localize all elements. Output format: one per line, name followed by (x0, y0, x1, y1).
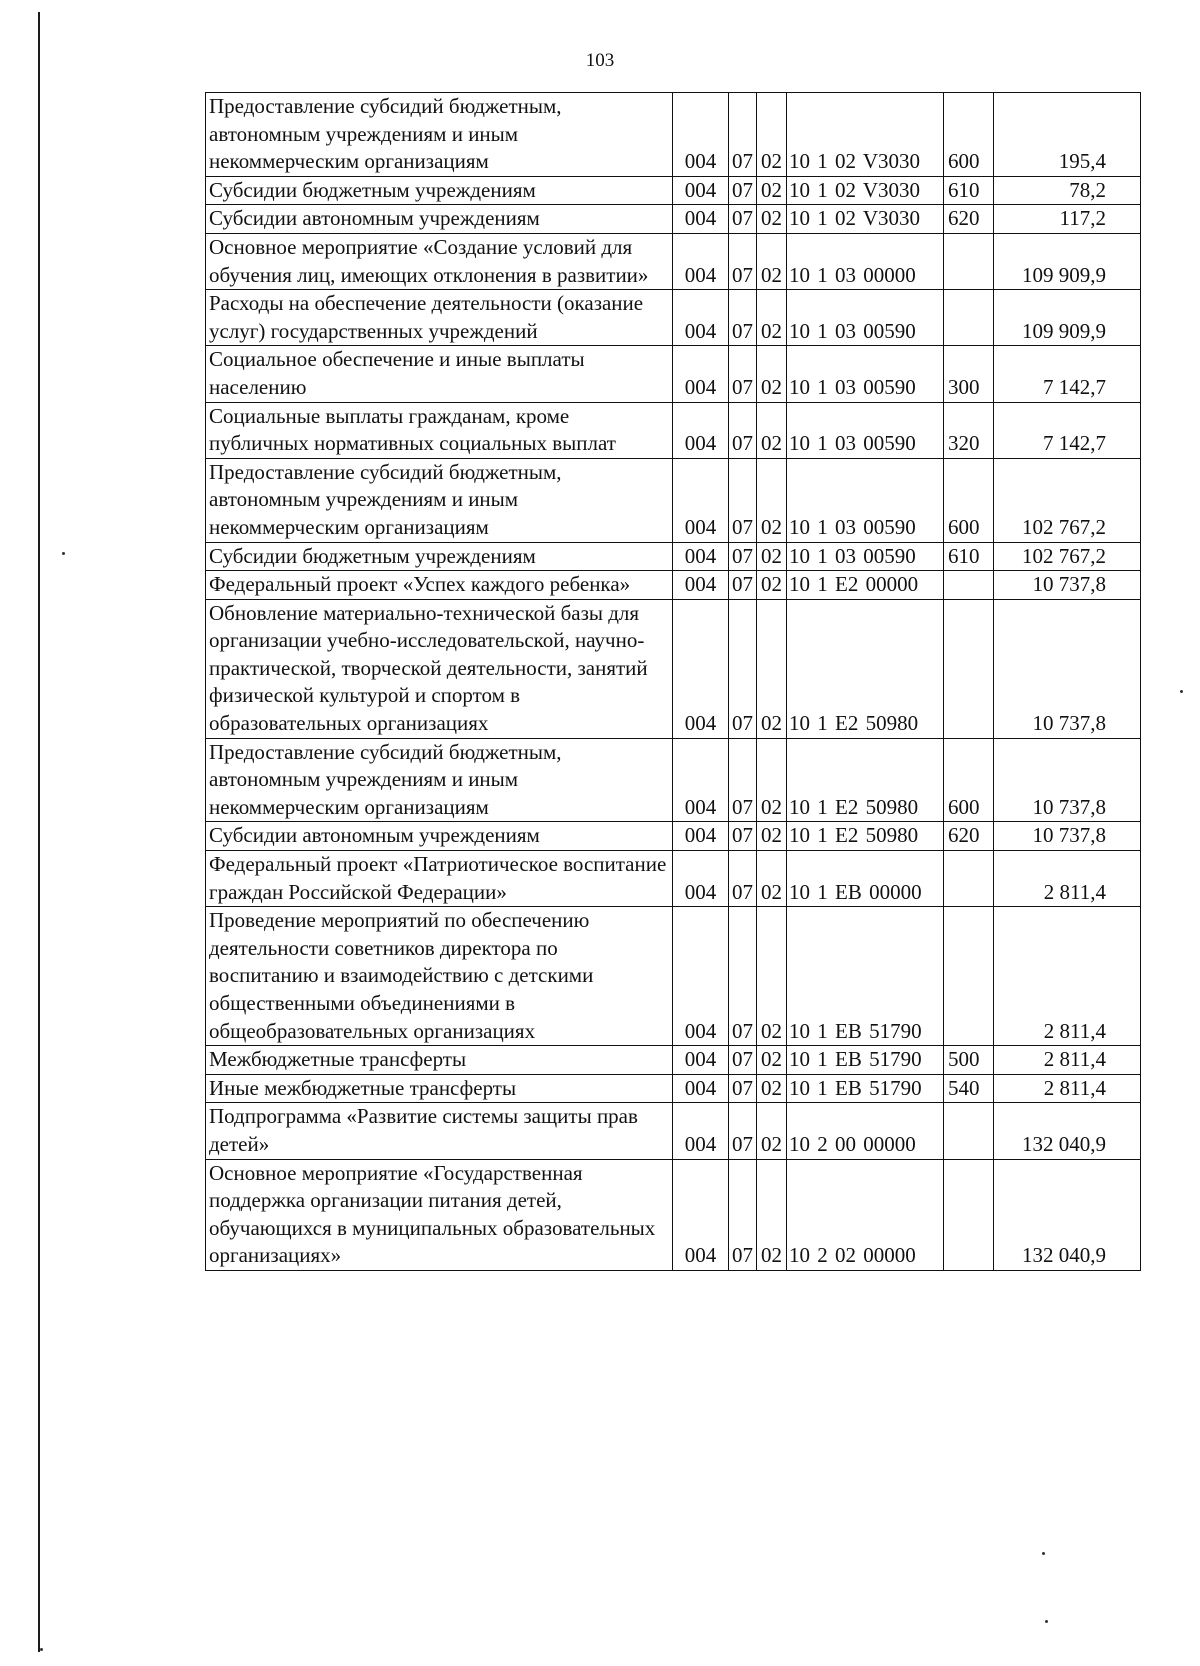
budget-table (205, 92, 1141, 1271)
cell-cs: 10 1 02 V3030 (787, 93, 944, 177)
table-row (206, 851, 1141, 907)
cell-sum: 10 737,8 (994, 738, 1141, 822)
cell-rz: 07 (729, 346, 757, 402)
cell-gr: 004 (673, 1103, 729, 1159)
cell-gr: 004 (673, 1046, 729, 1075)
cell-vr (944, 1103, 994, 1159)
cell-vr: 610 (944, 176, 994, 205)
cell-pr: 02 (757, 1046, 787, 1075)
cell-rz: 07 (729, 738, 757, 822)
cell-cs: 10 1 E2 50980 (787, 738, 944, 822)
cell-gr: 004 (673, 1074, 729, 1103)
row-name: Предоставление субсидий бюджетным, автономным учреждениям и иным некоммерческим организациям (206, 738, 673, 822)
cell-cs: 10 1 03 00590 (787, 346, 944, 402)
cell-cs: 10 1 EB 51790 (787, 907, 944, 1046)
cell-sum: 195,4 (994, 93, 1141, 177)
cell-cs: 10 1 03 00590 (787, 542, 944, 571)
cell-pr: 02 (757, 822, 787, 851)
row-name: Субсидии автономным учреждениям (206, 822, 673, 851)
cell-vr: 540 (944, 1074, 994, 1103)
row-name: Социальное обеспечение и иные выплаты населению (206, 346, 673, 402)
cell-rz: 07 (729, 599, 757, 738)
row-name: Социальные выплаты гражданам, кроме публичных нормативных социальных выплат (206, 402, 673, 458)
cell-sum: 78,2 (994, 176, 1141, 205)
cell-pr: 02 (757, 402, 787, 458)
scan-speck (62, 552, 65, 555)
cell-gr: 004 (673, 458, 729, 542)
cell-pr: 02 (757, 176, 787, 205)
cell-rz: 07 (729, 542, 757, 571)
cell-vr (944, 599, 994, 738)
row-name: Расходы на обеспечение деятельности (оказание услуг) государственных учреждений (206, 290, 673, 346)
cell-pr: 02 (757, 233, 787, 289)
row-name: Субсидии автономным учреждениям (206, 205, 673, 234)
table-row (206, 93, 1141, 177)
table-row (206, 907, 1141, 1046)
table-row (206, 290, 1141, 346)
table-row (206, 1074, 1141, 1103)
cell-gr: 004 (673, 290, 729, 346)
cell-sum: 109 909,9 (994, 290, 1141, 346)
cell-rz: 07 (729, 1159, 757, 1270)
cell-vr: 300 (944, 346, 994, 402)
cell-gr: 004 (673, 1159, 729, 1270)
cell-cs: 10 1 03 00590 (787, 290, 944, 346)
cell-pr: 02 (757, 1103, 787, 1159)
table-row (206, 205, 1141, 234)
row-name: Предоставление субсидий бюджетным, автономным учреждениям и иным некоммерческим организациям (206, 458, 673, 542)
row-name: Основное мероприятие «Создание условий для обучения лиц, имеющих отклонения в развитии» (206, 233, 673, 289)
cell-vr: 600 (944, 738, 994, 822)
scan-speck (1045, 1620, 1048, 1623)
table-row (206, 822, 1141, 851)
cell-rz: 07 (729, 571, 757, 600)
cell-sum: 2 811,4 (994, 1074, 1141, 1103)
cell-vr (944, 907, 994, 1046)
cell-vr: 600 (944, 93, 994, 177)
cell-gr: 004 (673, 205, 729, 234)
cell-vr: 620 (944, 822, 994, 851)
row-name: Федеральный проект «Патриотическое воспитание граждан Российской Федерации» (206, 851, 673, 907)
cell-rz: 07 (729, 233, 757, 289)
scan-speck (40, 1648, 43, 1651)
cell-vr: 610 (944, 542, 994, 571)
cell-cs: 10 1 EB 51790 (787, 1074, 944, 1103)
cell-rz: 07 (729, 176, 757, 205)
cell-rz: 07 (729, 290, 757, 346)
cell-gr: 004 (673, 571, 729, 600)
table-row (206, 599, 1141, 738)
table-row (206, 1103, 1141, 1159)
table-row (206, 1159, 1141, 1270)
cell-gr: 004 (673, 822, 729, 851)
cell-vr (944, 290, 994, 346)
cell-pr: 02 (757, 1159, 787, 1270)
cell-rz: 07 (729, 1103, 757, 1159)
cell-gr: 004 (673, 599, 729, 738)
table-row (206, 402, 1141, 458)
cell-vr: 320 (944, 402, 994, 458)
cell-sum: 117,2 (994, 205, 1141, 234)
cell-cs: 10 1 02 V3030 (787, 176, 944, 205)
table-row (206, 571, 1141, 600)
cell-pr: 02 (757, 93, 787, 177)
cell-sum: 102 767,2 (994, 542, 1141, 571)
cell-sum: 2 811,4 (994, 1046, 1141, 1075)
cell-pr: 02 (757, 1074, 787, 1103)
cell-cs: 10 2 02 00000 (787, 1159, 944, 1270)
cell-rz: 07 (729, 458, 757, 542)
cell-sum: 10 737,8 (994, 599, 1141, 738)
cell-rz: 07 (729, 822, 757, 851)
scan-speck (1042, 1552, 1045, 1555)
row-name: Субсидии бюджетным учреждениям (206, 176, 673, 205)
scan-speck (1180, 690, 1183, 693)
cell-gr: 004 (673, 542, 729, 571)
cell-cs: 10 1 EB 00000 (787, 851, 944, 907)
cell-cs: 10 1 03 00590 (787, 402, 944, 458)
cell-cs: 10 1 03 00590 (787, 458, 944, 542)
cell-pr: 02 (757, 851, 787, 907)
row-name: Основное мероприятие «Государственная поддержка организации питания детей, обучающихся в муниципальных образовательных организациях» (206, 1159, 673, 1270)
row-name: Субсидии бюджетным учреждениям (206, 542, 673, 571)
cell-cs: 10 1 EB 51790 (787, 1046, 944, 1075)
binding-margin-line (38, 12, 40, 1652)
cell-sum: 132 040,9 (994, 1103, 1141, 1159)
row-name: Подпрограмма «Развитие системы защиты прав детей» (206, 1103, 673, 1159)
cell-gr: 004 (673, 176, 729, 205)
row-name: Обновление материально-технической базы для организации учебно-исследовательской, научно-практической, творческой деятельности, занятий физической культурой и спортом в образовательных организациях (206, 599, 673, 738)
cell-pr: 02 (757, 907, 787, 1046)
cell-rz: 07 (729, 1046, 757, 1075)
cell-vr: 620 (944, 205, 994, 234)
cell-gr: 004 (673, 738, 729, 822)
page-number: 103 (585, 50, 615, 71)
cell-vr: 600 (944, 458, 994, 542)
cell-gr: 004 (673, 402, 729, 458)
cell-sum: 10 737,8 (994, 822, 1141, 851)
row-name: Иные межбюджетные трансферты (206, 1074, 673, 1103)
cell-vr (944, 851, 994, 907)
cell-rz: 07 (729, 205, 757, 234)
cell-sum: 102 767,2 (994, 458, 1141, 542)
cell-sum: 10 737,8 (994, 571, 1141, 600)
table-row (206, 542, 1141, 571)
table-row (206, 458, 1141, 542)
cell-sum: 2 811,4 (994, 907, 1141, 1046)
cell-pr: 02 (757, 290, 787, 346)
cell-pr: 02 (757, 738, 787, 822)
cell-gr: 004 (673, 907, 729, 1046)
cell-cs: 10 1 E2 00000 (787, 571, 944, 600)
cell-sum: 2 811,4 (994, 851, 1141, 907)
cell-sum: 7 142,7 (994, 346, 1141, 402)
row-name: Проведение мероприятий по обеспечению деятельности советников директора по воспитанию и взаимодействию с детскими общественными объединениями в общеобразовательных организациях (206, 907, 673, 1046)
row-name: Предоставление субсидий бюджетным, автономным учреждениям и иным некоммерческим организациям (206, 93, 673, 177)
cell-rz: 07 (729, 851, 757, 907)
cell-rz: 07 (729, 402, 757, 458)
row-name: Межбюджетные трансферты (206, 1046, 673, 1075)
table-row (206, 738, 1141, 822)
table-row (206, 176, 1141, 205)
cell-gr: 004 (673, 346, 729, 402)
cell-rz: 07 (729, 1074, 757, 1103)
table-row (206, 346, 1141, 402)
table-row (206, 1046, 1141, 1075)
cell-vr (944, 233, 994, 289)
cell-sum: 132 040,9 (994, 1159, 1141, 1270)
cell-pr: 02 (757, 458, 787, 542)
cell-gr: 004 (673, 93, 729, 177)
row-name: Федеральный проект «Успех каждого ребенка» (206, 571, 673, 600)
cell-rz: 07 (729, 907, 757, 1046)
cell-vr (944, 1159, 994, 1270)
cell-vr (944, 571, 994, 600)
cell-cs: 10 1 03 00000 (787, 233, 944, 289)
cell-rz: 07 (729, 93, 757, 177)
cell-pr: 02 (757, 599, 787, 738)
cell-sum: 7 142,7 (994, 402, 1141, 458)
cell-sum: 109 909,9 (994, 233, 1141, 289)
cell-vr: 500 (944, 1046, 994, 1075)
cell-pr: 02 (757, 571, 787, 600)
cell-pr: 02 (757, 205, 787, 234)
cell-cs: 10 1 E2 50980 (787, 822, 944, 851)
cell-cs: 10 1 02 V3030 (787, 205, 944, 234)
table-body (206, 93, 1141, 1271)
cell-cs: 10 2 00 00000 (787, 1103, 944, 1159)
cell-pr: 02 (757, 346, 787, 402)
cell-cs: 10 1 E2 50980 (787, 599, 944, 738)
cell-gr: 004 (673, 233, 729, 289)
cell-pr: 02 (757, 542, 787, 571)
table-row (206, 233, 1141, 289)
cell-gr: 004 (673, 851, 729, 907)
